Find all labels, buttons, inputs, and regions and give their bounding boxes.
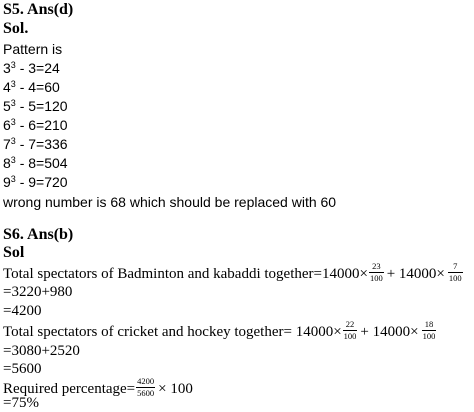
pattern-row: $4^3 - 4=60$ — [3, 79, 60, 95]
fraction: $\frac{18}{100}$ — [422, 319, 436, 341]
fraction: $\frac{7}{100}$ — [448, 261, 462, 283]
fraction: $\frac{4200}{5600}$ — [137, 376, 155, 398]
cricket-hockey-equation: Total spectators of cricket and hockey together= 14000× $\frac{22}{100}$ + 14000× $\frac{18}{100}$ — [3, 319, 436, 341]
s5-sol-label: Sol. — [3, 20, 29, 37]
cricket-result: =5600 — [3, 361, 42, 377]
pattern-row: $9^3 - 9=720$ — [3, 174, 68, 190]
cricket-step: =3080+2520 — [3, 343, 80, 359]
badminton-result: =4200 — [3, 303, 42, 319]
badminton-step: =3220+980 — [3, 284, 73, 300]
required-percentage-equation: Required percentage= $\frac{4200}{5600}$ × 100 — [3, 376, 193, 398]
s5-conclusion: wrong number is 68 which should be replaced with 60 — [3, 194, 337, 210]
fraction: $\frac{23}{100}$ — [369, 261, 383, 283]
s6-heading: S6. Ans(b) — [3, 226, 74, 243]
pattern-row: $7^3 - 7=336$ — [3, 136, 68, 152]
fraction: $\frac{22}{100}$ — [343, 319, 357, 341]
badminton-kabaddi-equation: Total spectators of Badminton and kabaddi together=14000× $\frac{23}{100}$ + 14000× $\frac{7}{100}$ — [3, 261, 462, 283]
pattern-row: $5^3 - 5=120$ — [3, 98, 68, 114]
pattern-row: $6^3 - 6=210$ — [3, 117, 68, 133]
s6-sol-label: Sol — [3, 244, 25, 261]
s5-heading: S5. Ans(d) — [3, 1, 74, 18]
final-answer: =75% — [3, 395, 39, 411]
pattern-label: Pattern is — [3, 41, 63, 57]
pattern-row: $3^3 - 3=24$ — [3, 60, 60, 76]
pattern-row: $8^3 - 8=504$ — [3, 155, 68, 171]
